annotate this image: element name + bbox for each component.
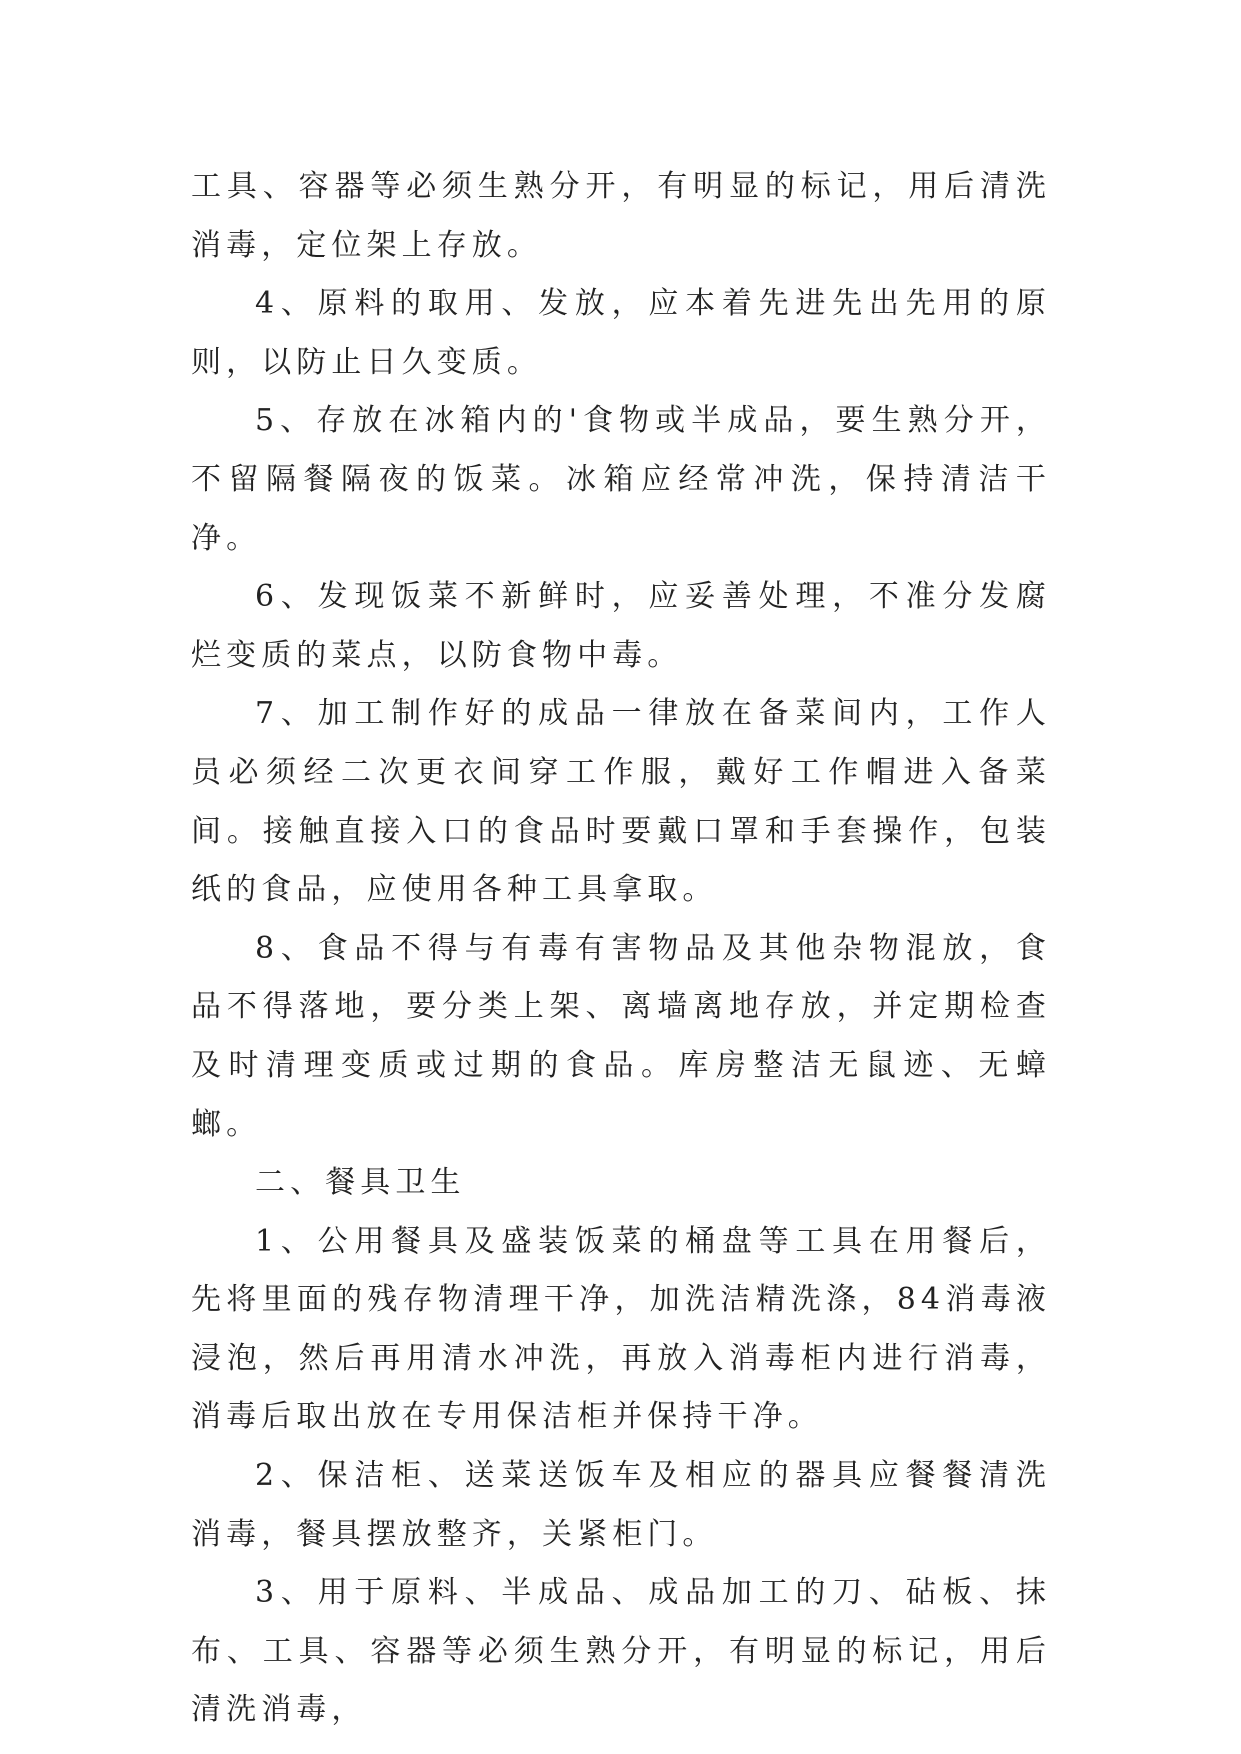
paragraph-item-4: 4、原料的取用、发放，应本着先进先出先用的原则，以防止日久变质。 (191, 286, 1051, 380)
paragraph-item-1: 1、公用餐具及盛装饭菜的桶盘等工具在用餐后，先将里面的残存物清理干净，加洗洁精洗涤，84消毒液浸泡，然后再用清水冲洗，再放入消毒柜内进行消毒，消毒后取出放在专用保洁柜并保持干净。 (191, 1223, 1051, 1435)
paragraph-item-6: 6、发现饭菜不新鲜时，应妥善处理，不准分发腐烂变质的菜点，以防食物中毒。 (191, 579, 1051, 673)
paragraph-item-8: 8、食品不得与有毒有害物品及其他杂物混放，食品不得落地，要分类上架、离墙离地存放，并定期检查及时清理变质或过期的食品。库房整洁无鼠迹、无蟑螂。 (191, 930, 1051, 1142)
paragraph-item-2: 2、保洁柜、送菜送饭车及相应的器具应餐餐清洗消毒，餐具摆放整齐，关紧柜门。 (191, 1458, 1051, 1552)
paragraph-item-7: 7、加工制作好的成品一律放在备菜间内，工作人员必须经二次更衣间穿工作服，戴好工作帽进入备菜间。接触直接入口的食品时要戴口罩和手套操作，包装纸的食品，应使用各种工具拿取。 (191, 696, 1051, 908)
paragraph-continued: 工具、容器等必须生熟分开，有明显的标记，用后清洗消毒，定位架上存放。 (191, 169, 1051, 263)
paragraph-item-3: 3、用于原料、半成品、成品加工的刀、砧板、抹布、工具、容器等必须生熟分开，有明显的标记，用后清洗消毒， (191, 1575, 1051, 1728)
document-body (191, 158, 1051, 1740)
paragraph-item-5: 5、存放在冰箱内的'食物或半成品，要生熟分开，不留隔餐隔夜的饭菜。冰箱应经常冲洗，保持清洁干净。 (191, 403, 1051, 556)
section-heading: 二、餐具卫生 (255, 1165, 466, 1201)
